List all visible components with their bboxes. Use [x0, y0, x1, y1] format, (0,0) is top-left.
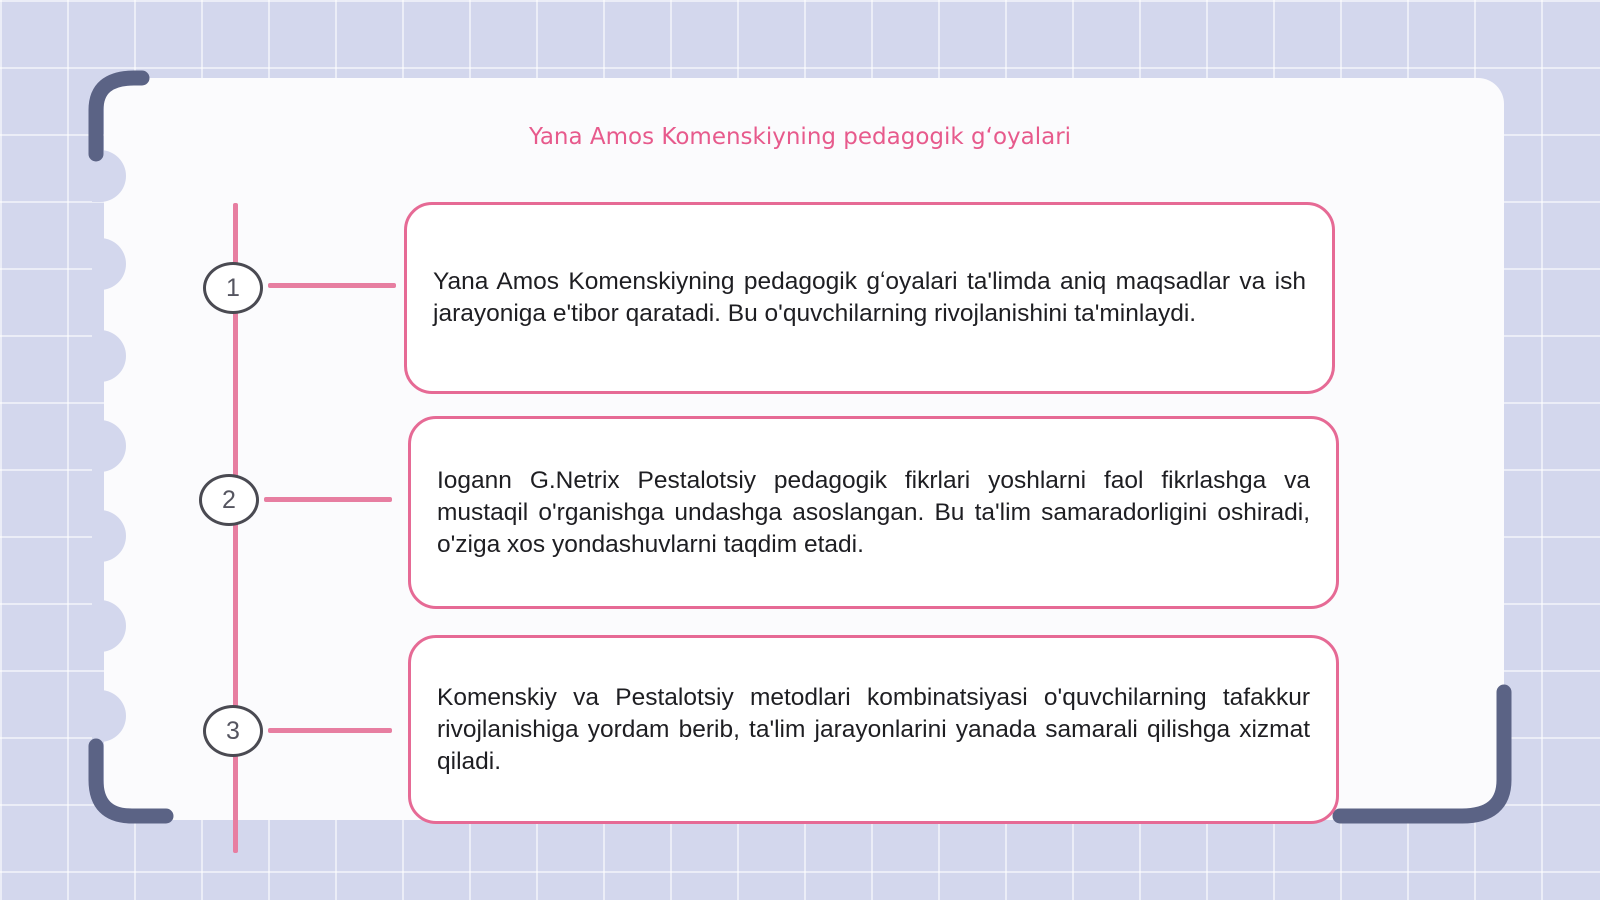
timeline-card-text: Iogann G.Netrix Pestalotsiy pedagogik fikrlari yoshlarni faol fikrlashga va mustaqil o'rganishga undashga asoslangan. Bu ta'lim samaradorligini oshiradi, o'ziga xos yondashuvlarni taqdim etadi.: [437, 466, 1310, 558]
timeline-number-3: 3: [203, 705, 263, 757]
slide-title: Yana Amos Komenskiyning pedagogik gʻoyalari: [528, 124, 1072, 150]
timeline-connector: [268, 283, 396, 288]
bottom-left-bracket: [84, 738, 180, 828]
timeline-connector: [264, 497, 392, 502]
timeline-card-text: Yana Amos Komenskiyning pedagogik gʻoyalari ta'limda aniq maqsadlar va ish jarayoniga e'tibor qaratadi. Bu o'quvchilarning rivojlanishini ta'minlaydi.: [433, 268, 1306, 327]
timeline-card-text: Komenskiy va Pestalotsiy metodlari kombinatsiyasi o'quvchilarning tafakkur rivojlanishiga yordam berib, ta'lim jarayonlarini yanada samarali qilishga xizmat qiladi.: [437, 683, 1310, 775]
timeline-card-2: [408, 416, 1339, 609]
timeline-connector: [268, 728, 392, 733]
timeline-number-2: 2: [199, 474, 259, 526]
bottom-right-bracket: [1330, 684, 1520, 828]
timeline-card-1: [404, 202, 1335, 394]
timeline-card-3: [408, 635, 1339, 824]
timeline-number-1: 1: [203, 262, 263, 314]
